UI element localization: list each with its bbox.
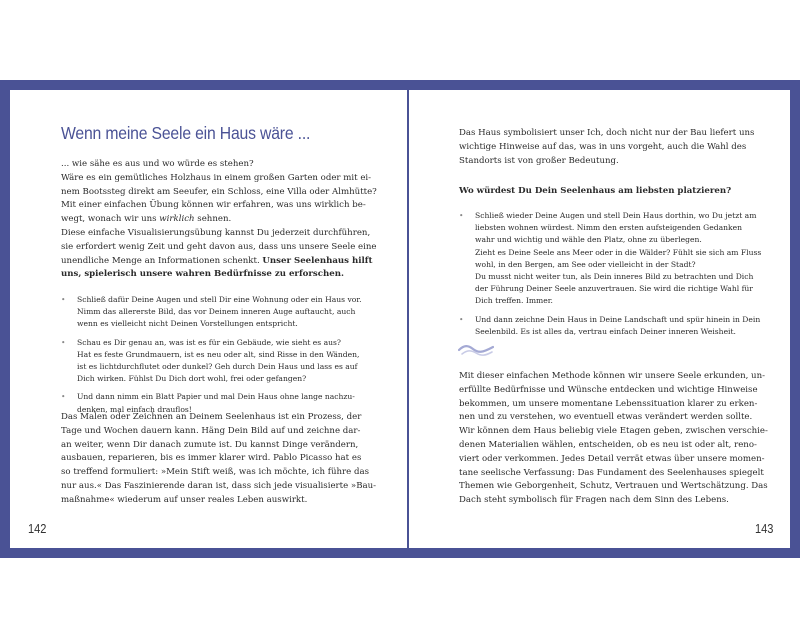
text-line: nur aus.« Das Faszinierende daran ist, dass sich jede visualisierte »Bau- [61,480,377,491]
page-number-right: 143 [755,521,774,536]
text-line: ausbauen, reparieren, bis es immer klarer wird. Pablo Picasso hat es [61,453,362,464]
text-line: an weiter, wenn Dir danach zumute ist. Du kannst Dinge verändern, [61,439,359,450]
list-item: • Und dann zeichne Dein Haus in Deine Landschaft und spür hinein in Dein Seelenbild. Es ist alles da, vertrau einfach Deiner inneren Weisheit. [459,314,742,338]
text-line: nen und zu verstehen, wo eventuell etwas verändert werden sollte. [459,412,753,423]
left-paragraph [61,411,377,508]
page-title: Wenn meine Seele ein Haus wäre ... [61,123,311,143]
text-line: wichtige Hinweise auf das, was in uns vorgeht, auch die Wahl des [459,141,747,152]
text-line: tane seelische Verfassung: Das Fundament des Seelenhauses spiegelt [459,467,764,478]
text-line: sie erfordert wenig Zeit und geht davon aus, dass uns unsere Seele eine [61,241,377,252]
text-line: denen Materialien wählen, entscheiden, ob es neu ist oder alt, reno- [459,439,757,450]
text-line: Wir können dem Haus beliebig viele Etagen geben, zwischen verschie- [459,426,768,437]
text-line: bekommen, um unsere momentane Lebenssituation klarer zu erken- [459,398,758,409]
list-item: • Schau es Dir genau an, was ist es für ein Gebäude, wie sieht es aus? Hat es feste Grundmauern, ist es neu oder alt, sind Risse in den Wänden, ist es lichtdurchflutet oder dunkel? Geh durch Dein Haus und lass es auf Dich wirken. Fühlst Du Dich dort wohl, frei oder gefangen? [61,337,342,386]
text-line: Mit einer einfachen Übung können wir erfahren, was uns wirklich be- [61,200,366,211]
section-question: Wo würdest Du Dein Seelenhaus am liebsten platzieren? [459,186,732,196]
emphasis: wirklich [159,214,195,225]
right-intro [459,127,755,168]
bold-text: uns, spielerisch unsere wahren Bedürfnisse zu erforschen. [61,269,344,280]
text-line: nem Bootssteg direkt am Seeufer, ein Schloss, eine Villa oder Almhütte? [61,186,377,197]
text-line: Diese einfache Visualisierungsübung kannst Du jederzeit durchführen, [61,227,371,238]
left-intro [61,158,377,282]
text-line: erfüllte Bedürfnisse und Wünsche entdecken und wichtige Hinweise [459,384,758,395]
list-item: • Schließ dafür Deine Augen und stell Dir eine Wohnung oder ein Haus vor. Nimm das allererste Bild, das vor Deinem inneren Auge auftaucht, auch wenn es vielleicht nicht Deinen Vorstellungen entspricht. [61,294,342,331]
page-number-left: 142 [28,521,47,536]
text-line: Mit dieser einfachen Methode können wir unsere Seele erkunden, un- [459,371,766,381]
text-line: Wäre es ein gemütliches Holzhaus in einem großen Garten oder mit ei- [61,172,372,183]
text-line: Dach steht symbolisch für Fragen nach dem Sinn des Lebens. [459,495,729,506]
list-item: • Schließ wieder Deine Augen und stell Dein Haus dorthin, wo Du jetzt am liebsten wohnen würdest. Nimm den ersten aufsteigenden Gedanken wahr und wichtig und wähle den Platz, ohne zu überlegen. Zieht es Deine Seele ans Meer oder in die Wälder? Fühlt sie sich am Fluss wohl, in den Bergen, am See oder vielleicht in der Stadt? Du musst nicht weiter tun, als Dein inneres Bild zu betrachten und Dich der Führung Deiner Seele anzuvertrauen. Sie wird die richtige Wahl für Dich treffen. Immer. [459,210,742,308]
text-line: Standorts ist von großer Bedeutung. [459,155,619,166]
text-line: Tage und Wochen dauern kann. Häng Dein Bild auf und zeichne dar- [61,425,361,436]
text-line: ... wie sähe es aus und wo würde es stehen? [61,159,254,169]
text-line: so treffend formuliert: »Mein Stift weiß, was ich möchte, ich führe das [61,467,370,478]
text-line: viert oder verkommen. Jedes Detail verrät etwas über unsere momen- [459,453,765,464]
bold-text: Unser Seelenhaus hilft [262,255,373,266]
text-line: Das Malen oder Zeichnen an Deinem Seelenhaus ist ein Prozess, der [61,412,362,422]
text-line: unendliche Menge an Informationen schenkt. Unser Seelenhaus hilft [61,255,373,266]
text-line: Themen wie Geborgenheit, Schutz, Vertrauen und Wertschätzung. Das [459,481,768,492]
text-line: maßnahme« wiederum auf unser reales Leben auswirkt. [61,494,308,505]
text-line: Das Haus symbolisiert unser Ich, doch nicht nur der Bau liefert uns [459,128,755,138]
wave-ornament-icon [458,343,494,357]
left-bullet-list [61,294,362,422]
right-bullet-list [459,210,762,344]
text-line: wegt, wonach wir uns wirklich sehnen. [61,214,232,225]
right-paragraph [459,370,768,508]
list-item: • Und dann nimm ein Blatt Papier und mal Dein Haus ohne lange nachzu- denken, mal einfach drauflos! [61,391,342,415]
